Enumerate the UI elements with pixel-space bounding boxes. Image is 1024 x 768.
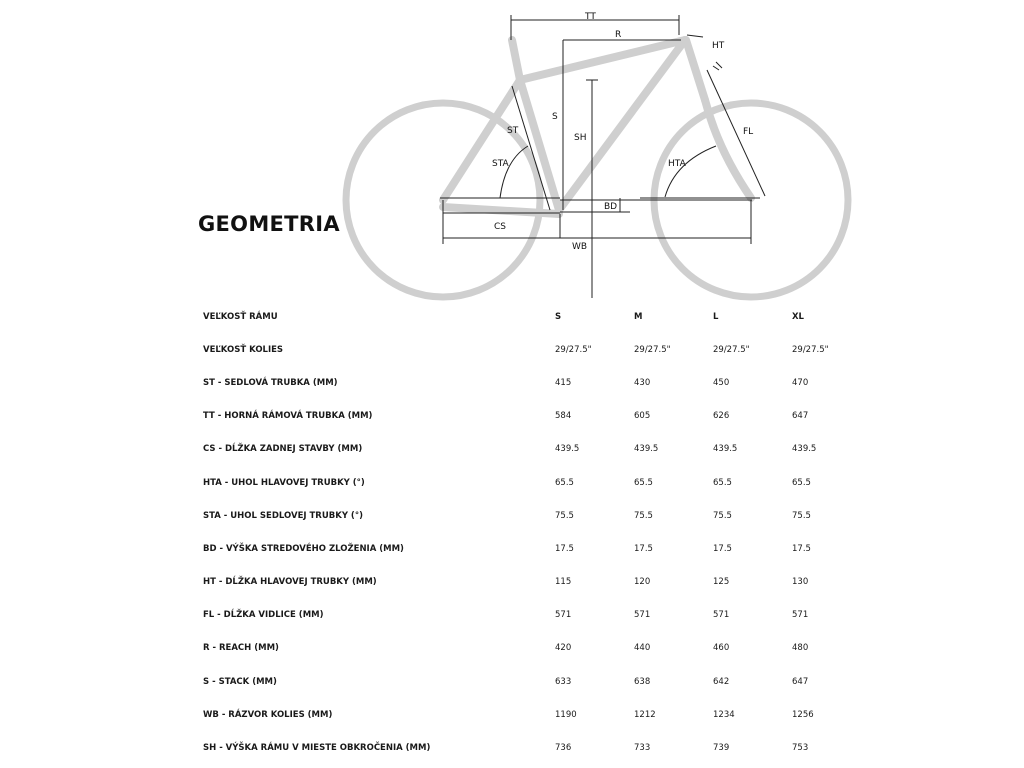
row-value: 17.5 bbox=[713, 543, 732, 554]
row-value: 130 bbox=[792, 577, 809, 588]
label-sta: STA bbox=[492, 159, 509, 169]
table-row bbox=[203, 698, 871, 731]
row-label: SH - VÝŠKA RÁMU V MIESTE OBKROČENIA (MM) bbox=[203, 743, 431, 754]
table-row bbox=[203, 731, 871, 764]
row-value: 65.5 bbox=[792, 477, 811, 488]
row-value: 420 bbox=[555, 643, 572, 654]
label-cs: CS bbox=[494, 222, 506, 232]
label-tt: TT bbox=[585, 12, 596, 22]
label-ht: HT bbox=[712, 41, 725, 51]
label-r: R bbox=[615, 30, 622, 40]
row-value: 439.5 bbox=[634, 444, 659, 455]
row-label: HTA - UHOL HLAVOVEJ TRUBKY (°) bbox=[203, 477, 365, 488]
row-value: 440 bbox=[634, 643, 651, 654]
row-value: 638 bbox=[634, 676, 651, 687]
table-row bbox=[203, 599, 871, 632]
table-row bbox=[203, 466, 871, 499]
row-value: 75.5 bbox=[555, 510, 574, 521]
table-header-row bbox=[203, 300, 871, 333]
row-value: 75.5 bbox=[792, 510, 811, 521]
label-hta: HTA bbox=[668, 159, 686, 169]
row-label: CS - DĹŽKA ZADNEJ STAVBY (MM) bbox=[203, 444, 363, 455]
label-wb: WB bbox=[572, 242, 588, 252]
geometry-table bbox=[203, 300, 871, 765]
row-value: 633 bbox=[555, 676, 572, 687]
row-label: TT - HORNÁ RÁMOVÁ TRUBKA (MM) bbox=[203, 411, 373, 422]
row-label: BD - VÝŠKA STREDOVÉHO ZLOŽENIA (MM) bbox=[203, 543, 404, 554]
table-row bbox=[203, 632, 871, 665]
row-value: 739 bbox=[713, 743, 730, 754]
row-value: 439.5 bbox=[713, 444, 738, 455]
row-value: 480 bbox=[792, 643, 809, 654]
row-label: R - REACH (MM) bbox=[203, 643, 279, 654]
row-value: 1256 bbox=[792, 709, 814, 720]
label-sh: SH bbox=[574, 133, 587, 143]
table-row bbox=[203, 566, 871, 599]
header-size-s: S bbox=[555, 311, 562, 322]
bike-geometry-diagram bbox=[0, 0, 1024, 305]
table-row bbox=[203, 532, 871, 565]
row-value: 605 bbox=[634, 411, 651, 422]
row-value: 439.5 bbox=[792, 444, 817, 455]
row-value: 29/27.5" bbox=[792, 344, 829, 355]
row-value: 736 bbox=[555, 743, 572, 754]
row-value: 75.5 bbox=[713, 510, 732, 521]
row-value: 29/27.5" bbox=[713, 344, 750, 355]
row-value: 571 bbox=[555, 610, 572, 621]
header-size-xl: XL bbox=[792, 311, 804, 322]
row-label: ST - SEDLOVÁ TRUBKA (MM) bbox=[203, 377, 338, 388]
row-value: 460 bbox=[713, 643, 730, 654]
row-value: 75.5 bbox=[634, 510, 653, 521]
row-value: 584 bbox=[555, 411, 572, 422]
row-value: 29/27.5" bbox=[634, 344, 671, 355]
row-value: 120 bbox=[634, 577, 651, 588]
table-row bbox=[203, 333, 871, 366]
row-value: 647 bbox=[792, 676, 809, 687]
row-value: 647 bbox=[792, 411, 809, 422]
page-title: GEOMETRIA bbox=[198, 212, 340, 236]
row-value: 65.5 bbox=[555, 477, 574, 488]
row-value: 17.5 bbox=[634, 543, 653, 554]
table-row bbox=[203, 433, 871, 466]
header-size-m: M bbox=[634, 311, 643, 322]
label-st: ST bbox=[507, 126, 519, 136]
row-value: 753 bbox=[792, 743, 809, 754]
row-value: 125 bbox=[713, 577, 730, 588]
table-row bbox=[203, 400, 871, 433]
header-size-l: L bbox=[713, 311, 719, 322]
header-label: VEĽKOSŤ RÁMU bbox=[203, 311, 278, 322]
row-value: 439.5 bbox=[555, 444, 580, 455]
row-value: 17.5 bbox=[792, 543, 811, 554]
row-label: VEĽKOSŤ KOLIES bbox=[203, 344, 284, 355]
row-value: 1212 bbox=[634, 709, 656, 720]
label-fl: FL bbox=[743, 127, 754, 137]
row-value: 571 bbox=[792, 610, 809, 621]
label-s: S bbox=[552, 112, 558, 122]
row-value: 65.5 bbox=[634, 477, 653, 488]
bike-frame bbox=[443, 40, 754, 214]
row-value: 642 bbox=[713, 676, 730, 687]
table-row bbox=[203, 366, 871, 399]
row-value: 415 bbox=[555, 377, 572, 388]
label-bd: BD bbox=[604, 202, 618, 212]
row-label: S - STACK (MM) bbox=[203, 676, 277, 687]
row-value: 115 bbox=[555, 577, 572, 588]
row-label: WB - RÁZVOR KOLIES (MM) bbox=[203, 709, 333, 720]
row-value: 571 bbox=[713, 610, 730, 621]
row-value: 626 bbox=[713, 411, 730, 422]
table-row bbox=[203, 499, 871, 532]
row-value: 17.5 bbox=[555, 543, 574, 554]
row-value: 65.5 bbox=[713, 477, 732, 488]
row-value: 450 bbox=[713, 377, 730, 388]
table-row bbox=[203, 665, 871, 698]
row-value: 430 bbox=[634, 377, 651, 388]
row-label: FL - DĹŽKA VIDLICE (MM) bbox=[203, 610, 324, 621]
row-value: 571 bbox=[634, 610, 651, 621]
row-value: 1190 bbox=[555, 709, 577, 720]
row-value: 733 bbox=[634, 743, 651, 754]
row-value: 470 bbox=[792, 377, 809, 388]
row-label: STA - UHOL SEDLOVEJ TRUBKY (°) bbox=[203, 510, 363, 521]
row-value: 29/27.5" bbox=[555, 344, 592, 355]
row-label: HT - DĹŽKA HLAVOVEJ TRUBKY (MM) bbox=[203, 577, 377, 588]
row-value: 1234 bbox=[713, 709, 735, 720]
